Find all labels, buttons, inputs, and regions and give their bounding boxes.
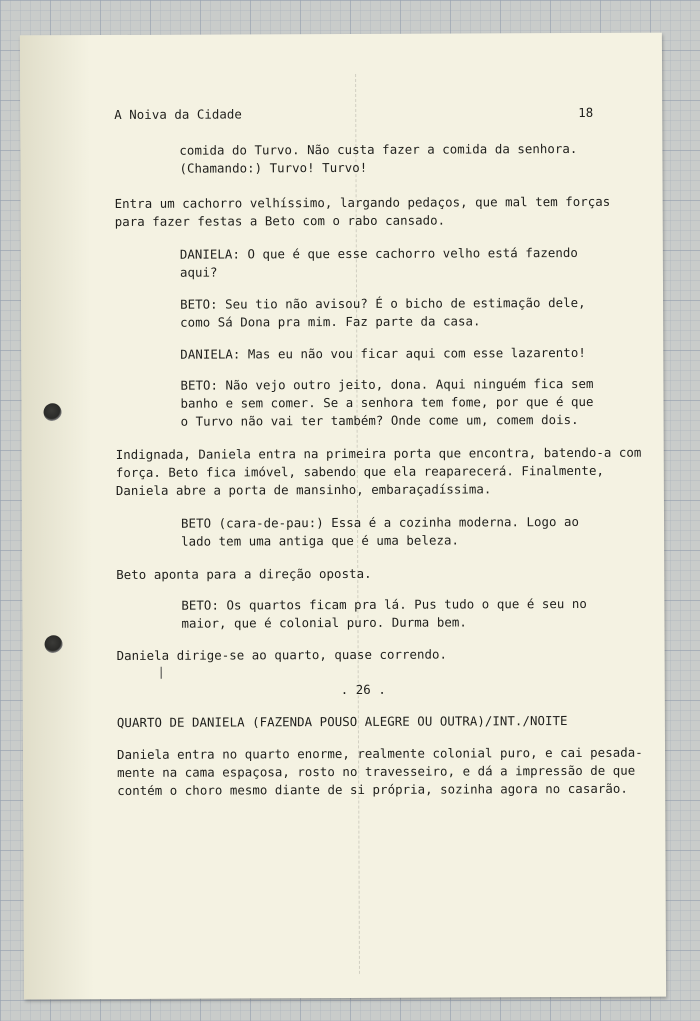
action-line: Daniela entra no quarto enorme, realmente colonial puro, e cai pesada- bbox=[117, 744, 643, 762]
punch-hole-bottom bbox=[45, 635, 63, 653]
dialogue-line: maior, que é colonial puro. Durma bem. bbox=[181, 614, 467, 631]
dialogue-line: DANIELA: Mas eu não vou ficar aqui com esse lazarento! bbox=[180, 344, 586, 362]
action-line: contém o choro mesmo diante de si própria, sozinha agora no casarão. bbox=[117, 780, 628, 798]
dialogue-line: aqui? bbox=[179, 264, 218, 280]
dialogue-line: BETO (cara-de-pau:) Essa é a cozinha moderna. Logo ao bbox=[180, 513, 580, 531]
action-line: Beto aponta para a direção oposta. bbox=[116, 565, 372, 582]
dialogue-line: comida do Turvo. Não custa fazer a comida da senhora. bbox=[179, 140, 578, 158]
dialogue-line: (Chamando:) Turvo! Turvo! bbox=[179, 159, 368, 176]
action-line: Indignada, Daniela entra na primeira porta que encontra, batendo-a com bbox=[115, 444, 642, 462]
page-number: 18 bbox=[578, 104, 594, 120]
scene-heading: QUARTO DE DANIELA (FAZENDA POUSO ALEGRE OU OUTRA)/INT./NOITE bbox=[116, 713, 568, 730]
punch-hole-top bbox=[44, 403, 62, 421]
dialogue-line: banho e sem comer. Se a senhora tem fome, por que é que bbox=[180, 393, 594, 411]
dialogue-line: DANIELA: O que é que esse cachorro velho está fazendo bbox=[179, 244, 578, 262]
scene-number: . 26 . bbox=[340, 681, 386, 698]
action-line: para fazer festas a Beto com o rabo cansado. bbox=[114, 212, 446, 229]
dialogue-line: BETO: Os quartos ficam pra lá. Pus tudo o que é seu no bbox=[181, 595, 587, 613]
header-title: A Noiva da Cidade bbox=[114, 106, 242, 122]
dialogue-line: lado tem uma antiga que é uma beleza. bbox=[181, 532, 460, 549]
dialogue-line: o Turvo não vai ter também? Onde come um, comem dois. bbox=[180, 411, 579, 429]
action-line: Entra um cachorro velhíssimo, largando pedaços, que mal tem forças bbox=[114, 193, 611, 211]
script-page bbox=[20, 33, 666, 1000]
dialogue-line: BETO: Não vejo outro jeito, dona. Aqui ninguém fica sem bbox=[180, 375, 594, 393]
pen-tick-mark bbox=[161, 667, 162, 679]
dialogue-line: como Sá Dona pra mim. Faz parte da casa. bbox=[180, 313, 481, 330]
action-line: Daniela abre a porta de mansinho, embaraçadíssima. bbox=[115, 481, 492, 498]
action-line: mente na cama espaçosa, rosto no travesseiro, e dá a impressão de que bbox=[117, 762, 636, 780]
action-line: Daniela dirige-se ao quarto, quase correndo. bbox=[116, 646, 448, 663]
action-line: força. Beto fica imóvel, sabendo que ela reaparecerá. Finalmente, bbox=[115, 462, 604, 480]
dialogue-line: BETO: Seu tio não avisou? É o bicho de estimação dele, bbox=[180, 294, 586, 312]
